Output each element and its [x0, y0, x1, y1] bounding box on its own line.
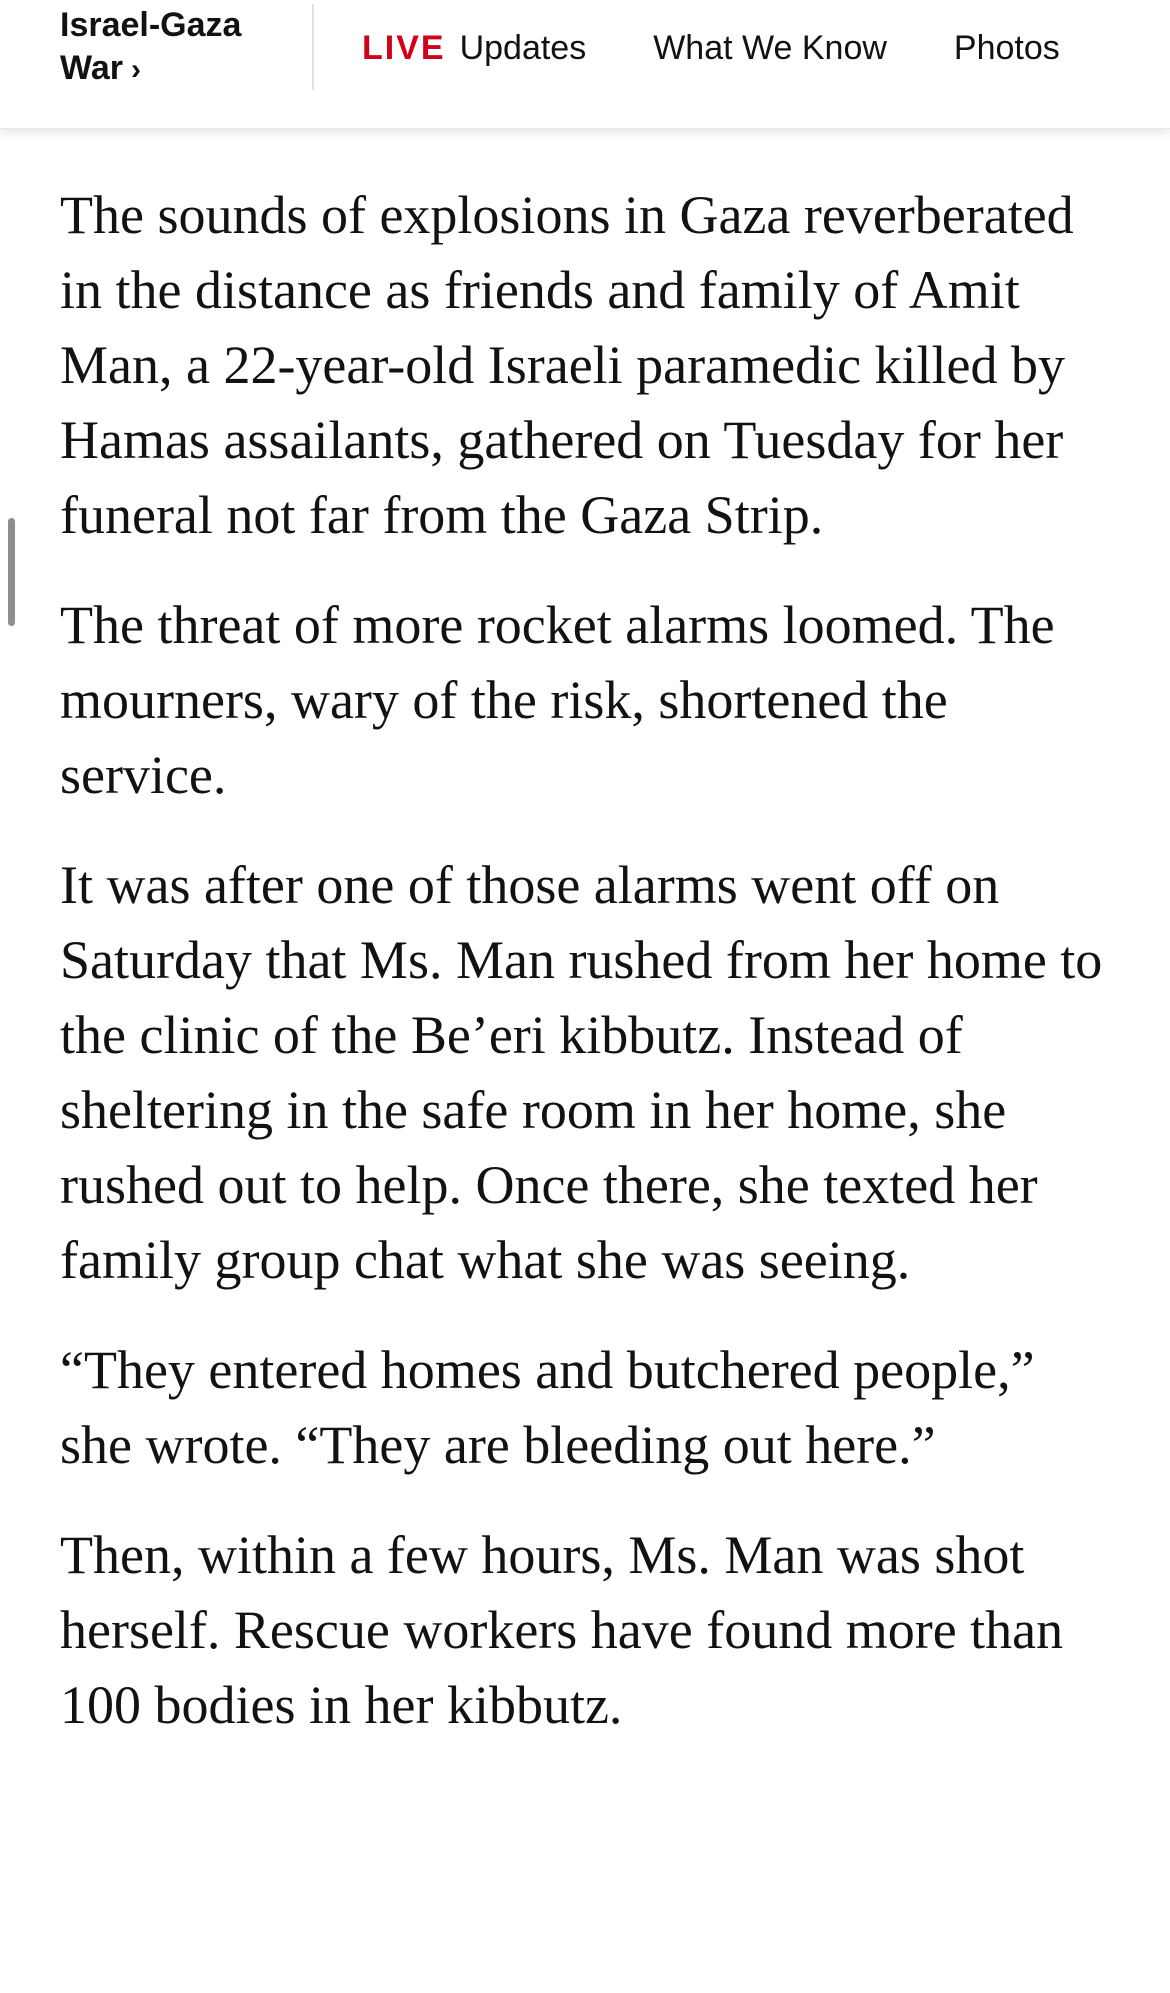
live-badge: LIVE [362, 29, 446, 67]
section-title-war: War [60, 49, 123, 87]
article-paragraph-3: It was after one of those alarms went off on Saturday that Ms. Man rushed from her home to the clinic of the Be’eri kibbutz. Instead of sheltering in the safe room in her home, she rushed out to help. Once there, she texted her family group chat what she was seeing. [60, 855, 1103, 1290]
story-nav-links [362, 27, 1060, 69]
article-paragraph-4: “They entered homes and butchered people,” she wrote. “They are bleeding out here.” [60, 1340, 1035, 1475]
chevron-right-icon: › [130, 53, 141, 86]
article-paragraph-1: The sounds of explosions in Gaza reverberated in the distance as friends and family of Amit Man, a 22-year-old Israeli paramedic killed by Hamas assailants, gathered on Tuesday for her funeral not far from the Gaza Strip. [60, 185, 1074, 545]
updates-label: Updates [459, 29, 587, 67]
section-link-israel-gaza-war[interactable] [60, 4, 241, 91]
article-paragraph-5: Then, within a few hours, Ms. Man was shot herself. Rescue workers have found more than 100 bodies in her kibbutz. [60, 1525, 1064, 1735]
article-paragraph-2: The threat of more rocket alarms loomed. The mourners, wary of the risk, shortened the service. [60, 595, 1055, 805]
section-title-line-2 [60, 47, 241, 91]
live-updates-link[interactable] [362, 27, 586, 69]
scroll-indicator[interactable] [8, 518, 15, 626]
section-title-line-1: Israel-Gaza [60, 6, 242, 44]
article-body [60, 178, 1120, 1778]
nav-divider [312, 4, 314, 90]
top-navigation-bar [0, 0, 1170, 129]
what-we-know-link[interactable]: What We Know [653, 29, 887, 67]
photos-link[interactable]: Photos [953, 29, 1060, 67]
